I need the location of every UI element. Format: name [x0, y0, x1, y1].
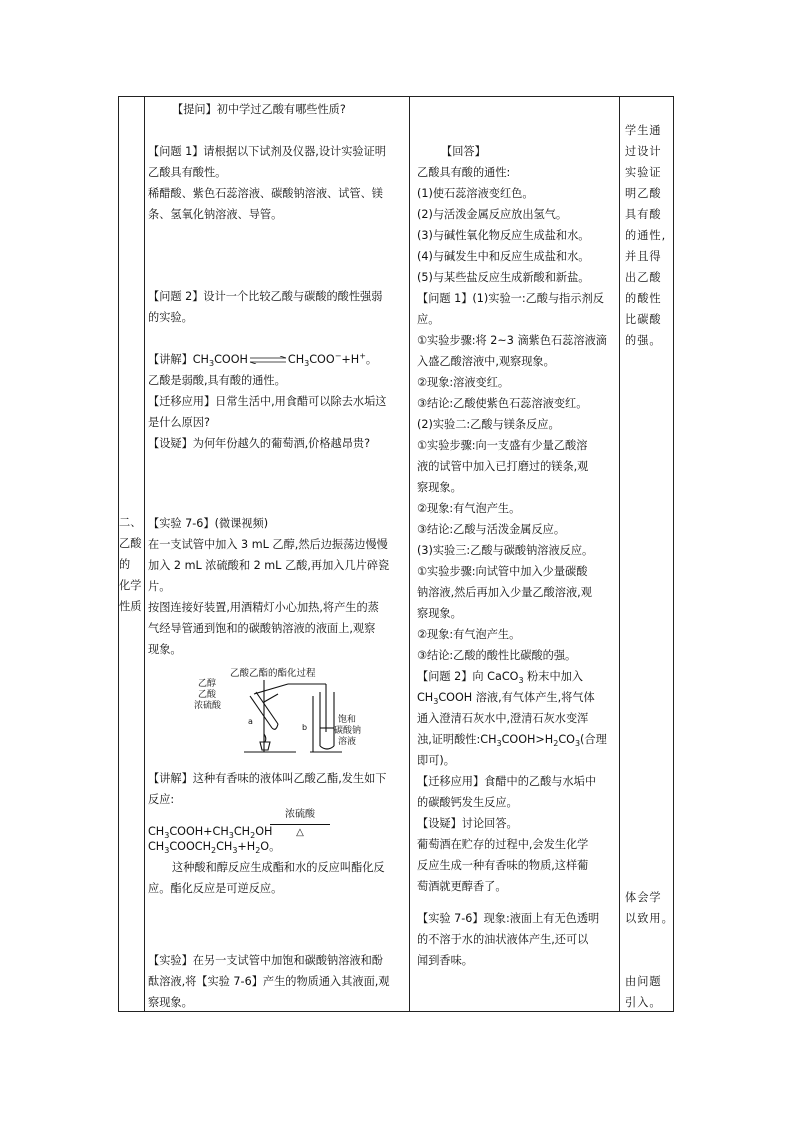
problem1-answer: ①实验步骤:将 2~3 滴紫色石蕊溶液滴: [417, 334, 607, 347]
problem1-line: 【问题 1】请根据以下试剂及仪器,设计实验证明: [148, 145, 386, 158]
figure-label-acetic-acid: 乙酸: [198, 690, 217, 700]
student-column: [417, 97, 617, 1011]
problem1-answer: ③结论:乙酸与活泼金属反应。: [417, 523, 566, 536]
problem1-answer: 应。: [417, 313, 440, 326]
doubt-answer: 反应生成一种有香味的物质,这样葡: [417, 859, 589, 872]
column-divider: [144, 97, 145, 1011]
teacher-column: [148, 97, 407, 1011]
explain2-line: 反应:: [148, 793, 175, 806]
figure-label-ethanol: 乙醇: [198, 679, 217, 689]
figure-label-solution: 溶液: [338, 737, 357, 747]
doubt-answer: 葡萄酒在贮存的过程中,会发生化学: [417, 838, 589, 851]
answer-heading: 【回答】: [441, 145, 486, 158]
problem1-answer: ③结论:乙酸使紫色石蕊溶液变红。: [417, 397, 588, 410]
problem1-answer: 察现象。: [417, 481, 462, 494]
intent-line: 学生通: [625, 124, 662, 137]
figure-label-sodium-carbonate: 碳酸钠: [334, 726, 362, 736]
intent-column: [621, 97, 673, 1011]
figure-label-a: a: [248, 717, 253, 726]
problem2-line: 【问题 2】设计一个比较乙酸与碳酸的酸性强弱: [148, 290, 383, 303]
figure-label-sulfuric-acid: 浓硫酸: [194, 701, 222, 711]
intent-line: 由问题: [625, 975, 662, 988]
equation-condition: 浓硫酸: [285, 809, 315, 820]
problem2-answer: 通入澄清石灰水中,澄清石灰水变浑: [417, 712, 589, 725]
intent-line: 并且得: [625, 250, 662, 263]
experiment-7-6-line: 按图连接好装置,用酒精灯小心加热,将产生的蒸: [148, 601, 379, 614]
problem1-line: 乙酸具有酸性。: [148, 166, 227, 179]
ester-note: 应。酯化反应是可逆反应。: [148, 882, 283, 895]
problem1-answer: (2)实验二:乙酸与镁条反应。: [417, 418, 560, 431]
problem2-answer: 即可)。: [417, 754, 455, 767]
intent-line: 出乙酸: [625, 271, 662, 284]
problem1-answer: 钠溶液,然后再加入少量乙酸溶液,观: [417, 586, 592, 599]
experiment-7-6-answer: 【实验 7-6】现象:液面上有无色透明: [417, 912, 600, 925]
problem2-line: 的实验。: [148, 311, 193, 324]
experiment-7-6-line: 现象。: [148, 643, 182, 656]
intent-line: 引入。: [625, 996, 662, 1009]
experiment2-line: 察现象。: [148, 996, 193, 1009]
problem1-answer: ②现象:有气泡产生。: [417, 502, 521, 515]
problem1-answer: 入盛乙酸溶液中,观察现象。: [417, 355, 555, 368]
problem2-answer: $CH_3COOH$ 溶液,有气体产生,将气体: [417, 691, 595, 707]
transfer-answer: 的碳酸钙发生反应。: [417, 796, 518, 809]
problem1-answer: ①实验步骤:向一支盛有少量乙酸溶: [417, 439, 588, 452]
experiment-7-6-answer: 的不溶于水的油状液体产生,还可以: [417, 933, 589, 946]
intent-line: 的强。: [625, 334, 662, 347]
answer-line: (2)与活泼金属反应放出氢气。: [417, 208, 568, 221]
intent-line: 以致用。: [625, 912, 674, 925]
figure-title: 乙酸乙酯的酯化过程: [230, 668, 316, 679]
column-divider: [409, 97, 410, 1011]
problem2-answer: 【问题 2】向 CaCO$_3$ 粉末中加入: [417, 670, 584, 686]
answer-line: 乙酸具有酸的通性:: [417, 166, 511, 179]
weak-acid-note: 乙酸是弱酸,具有酸的通性。: [148, 374, 286, 387]
answer-line: (1)使石蕊溶液变红色。: [417, 187, 534, 200]
problem1-answer: 察现象。: [417, 607, 462, 620]
equation-products: $CH_3COOCH_2CH_3+H_2O$。: [148, 840, 281, 856]
figure-label-b: b: [302, 723, 308, 732]
problem1-answer: ②现象:有气泡产生。: [417, 628, 521, 641]
experiment-7-6-line: 气经导管通到饱和的碳酸钠溶液的液面上,观察: [148, 622, 376, 635]
question-intro: 【提问】初中学过乙酸有哪些性质?: [172, 103, 346, 116]
intent-line: 明乙酸: [625, 187, 662, 200]
ionization-equation: 【讲解】$CH_3COOH$ $CH_3COO^-+H^+$。: [148, 351, 378, 369]
experiment2-line: 酞溶液,将【实验 7-6】产生的物质通入其液面,观: [148, 975, 390, 988]
intent-line: 过设计: [625, 145, 662, 158]
answer-line: (3)与碱性氧化物反应生成盐和水。: [417, 229, 590, 242]
figure-label-saturated: 饱和: [338, 715, 357, 725]
intent-line: 的酸性: [625, 292, 662, 305]
problem2-answer: 浊,证明酸性$:CH_3COOH>H_2CO_3$(合理: [417, 733, 607, 749]
problem1-answer: (3)实验三:乙酸与碳酸钠溶液反应。: [417, 544, 594, 557]
esterification-equation: [148, 809, 407, 841]
column-divider: [619, 97, 620, 1011]
intent-line: 具有酸: [625, 208, 662, 221]
problem1-line: 条、氢氧化钠溶液、导管。: [148, 208, 283, 221]
problem1-answer: ③结论:乙酸的酸性比碳酸的强。: [417, 649, 577, 662]
section-column: [119, 97, 144, 1011]
explain2-line: 【讲解】这种有香味的液体叫乙酸乙酯,发生如下: [148, 772, 387, 785]
experiment-7-6-line: 加入 2 mL 浓硫酸和 2 mL 乙酸,再加入几片碎瓷片。: [148, 559, 390, 593]
doubt-question: 【设疑】为何年份越久的葡萄酒,价格越昂贵?: [148, 437, 371, 450]
intent-line: 实验证: [625, 166, 662, 179]
lesson-table: [118, 96, 674, 1012]
doubt-answer: 【设疑】讨论回答。: [417, 817, 518, 830]
experiment2-line: 【实验】在另一支试管中加饱和碳酸钠溶液和酚: [148, 954, 383, 967]
problem1-answer: ①实验步骤:向试管中加入少量碳酸: [417, 565, 588, 578]
intent-line: 体会学: [625, 891, 662, 904]
equation-heat: △: [296, 827, 304, 838]
doubt-answer: 萄酒就更醇香了。: [417, 880, 507, 893]
intent-line: 比碳酸: [625, 313, 662, 326]
transfer-line: 【迁移应用】日常生活中,用食醋可以除去水垢这: [148, 395, 387, 408]
experiment-7-6-line: 在一支试管中加入 3 mL 乙醇,然后边振荡边慢慢: [148, 538, 388, 551]
equation-reactants: $CH_3COOH+CH_3CH_2OH$: [148, 825, 273, 841]
problem1-answer: ②现象:溶液变红。: [417, 376, 510, 389]
experiment-7-6-title: 【实验 7-6】(微课视频): [148, 517, 269, 530]
problem1-line: 稀醋酸、紫色石蕊溶液、碳酸钠溶液、试管、镁: [148, 187, 383, 200]
transfer-line: 是什么原因?: [148, 416, 210, 429]
answer-line: (4)与碱发生中和反应生成盐和水。: [417, 250, 590, 263]
esterification-apparatus-figure: [192, 666, 372, 764]
problem1-answer: 液的试管中加入已打磨过的镁条,观: [417, 460, 589, 473]
experiment-7-6-answer: 闻到香味。: [417, 954, 473, 967]
transfer-answer: 【迁移应用】食醋中的乙酸与水垢中: [417, 775, 597, 788]
problem1-answer: 【问题 1】(1)实验一:乙酸与指示剂反: [417, 292, 604, 305]
answer-line: (5)与某些盐反应生成新酸和新盐。: [417, 271, 590, 284]
reversible-arrow-icon: [248, 356, 288, 364]
section-label: 二、 乙酸 的 化学 性质: [119, 516, 142, 613]
intent-line: 的通性,: [625, 229, 667, 242]
apparatus-drawing: [244, 680, 342, 752]
ester-note: 这种酸和醇反应生成酯和水的反应叫酯化反: [172, 861, 385, 874]
